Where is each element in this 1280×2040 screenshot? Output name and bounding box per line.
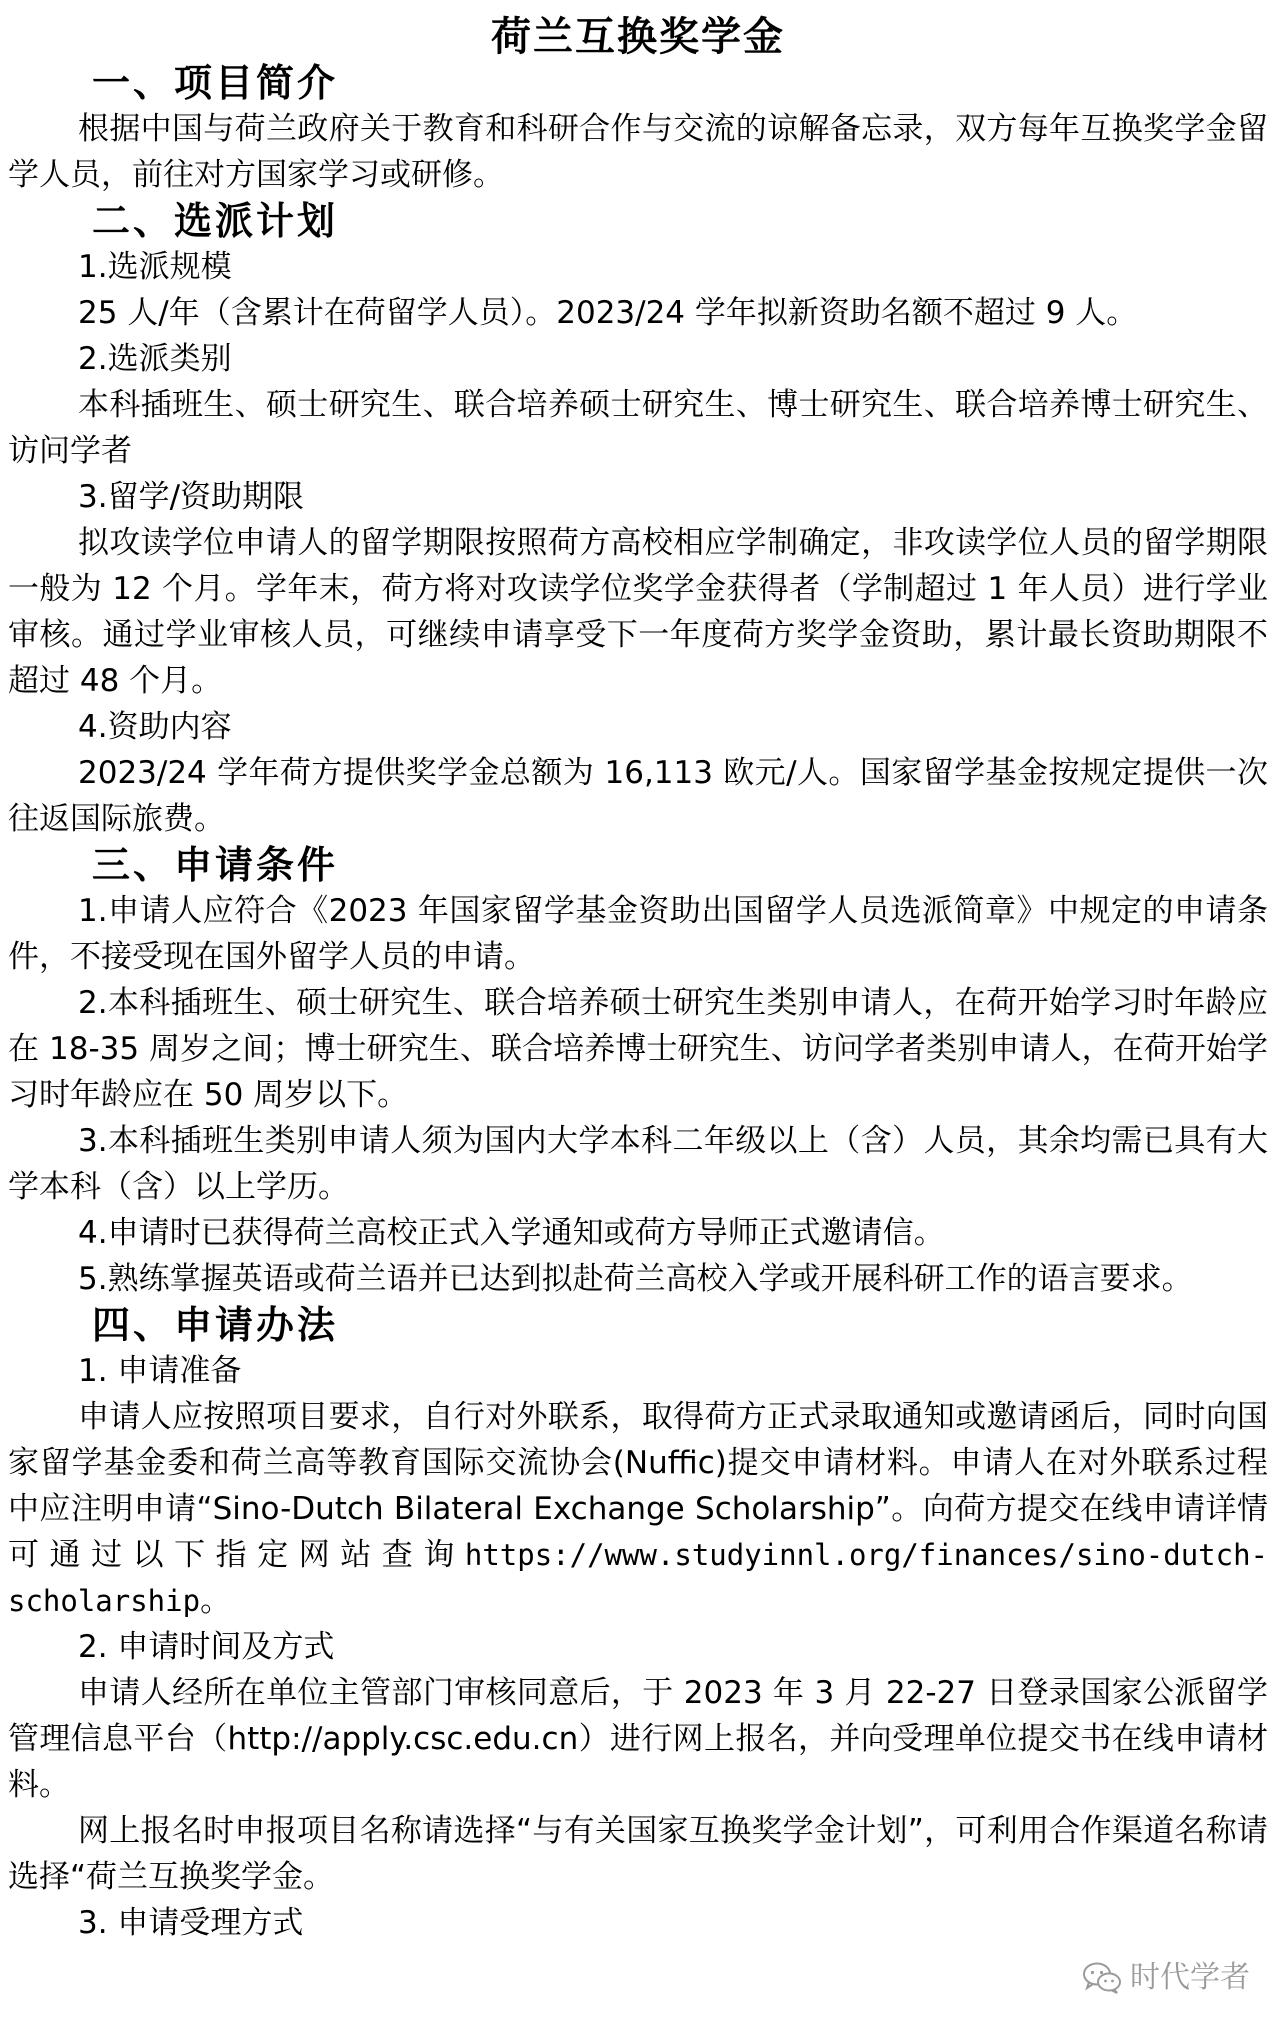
- scale-paragraph: 25 人/年（含累计在荷留学人员）。2023/24 学年拟新资助名额不超过 9 人。: [78, 295, 1138, 331]
- project-name-paragraph: 网上报名时申报项目名称请选择“与有关国家互换奖学金计划”，可利用合作渠道名称请选择“荷兰互换奖学金。: [8, 1813, 1268, 1895]
- watermark: [1082, 1958, 1250, 1998]
- subheading-time-method: 2. 申请时间及方式: [78, 1629, 335, 1665]
- watermark-text: 时代学者: [1130, 1960, 1250, 1995]
- subheading-categories: 2.选派类别: [78, 341, 232, 377]
- wechat-icon: [1082, 1961, 1122, 1995]
- preparation-paragraph: [8, 1394, 1268, 1624]
- document-title: 荷兰互换奖学金: [491, 14, 785, 60]
- preparation-end: 。: [200, 1583, 232, 1619]
- section-heading-overview: 一、项目简介: [92, 61, 339, 105]
- time-method-paragraph: 申请人经所在单位主管部门审核同意后，于 2023 年 3 月 22-27 日登录国家公派留学管理信息平台（http://apply.csc.edu.cn）进行网上报名，并向受理单位提交书在线申请材料。: [8, 1675, 1268, 1803]
- preparation-text: 申请人应按照项目要求，自行对外联系，取得荷方正式录取通知或邀请函后，同时向国家留学基金委和荷兰高等教育国际交流协会(Nuffic)提交申请材料。申请人在对外联系过程中应注明申请“Sino-Dutch Bilateral Exchange Scholarship”。向荷方提交在线申请详情可通过以下指定网站查询: [8, 1399, 1268, 1573]
- eligibility-item-1: 1.申请人应符合《2023 年国家留学基金资助出国留学人员选派简章》中规定的申请条件，不接受现在国外留学人员的申请。: [8, 893, 1268, 975]
- section-heading-eligibility: 三、申请条件: [92, 843, 339, 887]
- subheading-acceptance: 3. 申请受理方式: [78, 1905, 304, 1941]
- eligibility-item-4: 4.申请时已获得荷兰高校正式入学通知或荷方导师正式邀请信。: [78, 1215, 945, 1251]
- eligibility-item-5: 5.熟练掌握英语或荷兰语并已达到拟赴荷兰高校入学或开展科研工作的语言要求。: [78, 1261, 1193, 1297]
- subheading-scale: 1.选派规模: [78, 249, 232, 285]
- duration-paragraph: 拟攻读学位申请人的留学期限按照荷方高校相应学制确定，非攻读学位人员的留学期限一般为 12 个月。学年末，荷方将对攻读学位奖学金获得者（学制超过 1 年人员）进行学业审核。通过学业审核人员，可继续申请享受下一年度荷方奖学金资助，累计最长资助期限不超过 48 个月。: [8, 525, 1268, 699]
- eligibility-item-2: 2.本科插班生、硕士研究生、联合培养硕士研究生类别申请人，在荷开始学习时年龄应在 18-35 周岁之间；博士研究生、联合培养博士研究生、访问学者类别申请人，在荷开始学习时年龄应在 50 周岁以下。: [8, 985, 1268, 1113]
- overview-paragraph: 根据中国与荷兰政府关于教育和科研合作与交流的谅解备忘录，双方每年互换奖学金留学人员，前往对方国家学习或研修。: [8, 111, 1268, 193]
- subheading-duration: 3.留学/资助期限: [78, 479, 305, 515]
- funding-paragraph: 2023/24 学年荷方提供奖学金总额为 16,113 欧元/人。国家留学基金按规定提供一次往返国际旅费。: [8, 755, 1268, 837]
- subheading-preparation: 1. 申请准备: [78, 1353, 242, 1389]
- studyinnl-url-link[interactable]: https://www.studyinnl.org/finances/sino-dutch-scholarship: [8, 1538, 1268, 1618]
- section-heading-application: 四、申请办法: [92, 1303, 339, 1347]
- subheading-funding: 4.资助内容: [78, 709, 232, 745]
- categories-paragraph: 本科插班生、硕士研究生、联合培养硕士研究生、博士研究生、联合培养博士研究生、访问学者: [8, 387, 1268, 469]
- eligibility-item-3: 3.本科插班生类别申请人须为国内大学本科二年级以上（含）人员，其余均需已具有大学本科（含）以上学历。: [8, 1123, 1268, 1205]
- section-heading-plan: 二、选派计划: [92, 199, 339, 243]
